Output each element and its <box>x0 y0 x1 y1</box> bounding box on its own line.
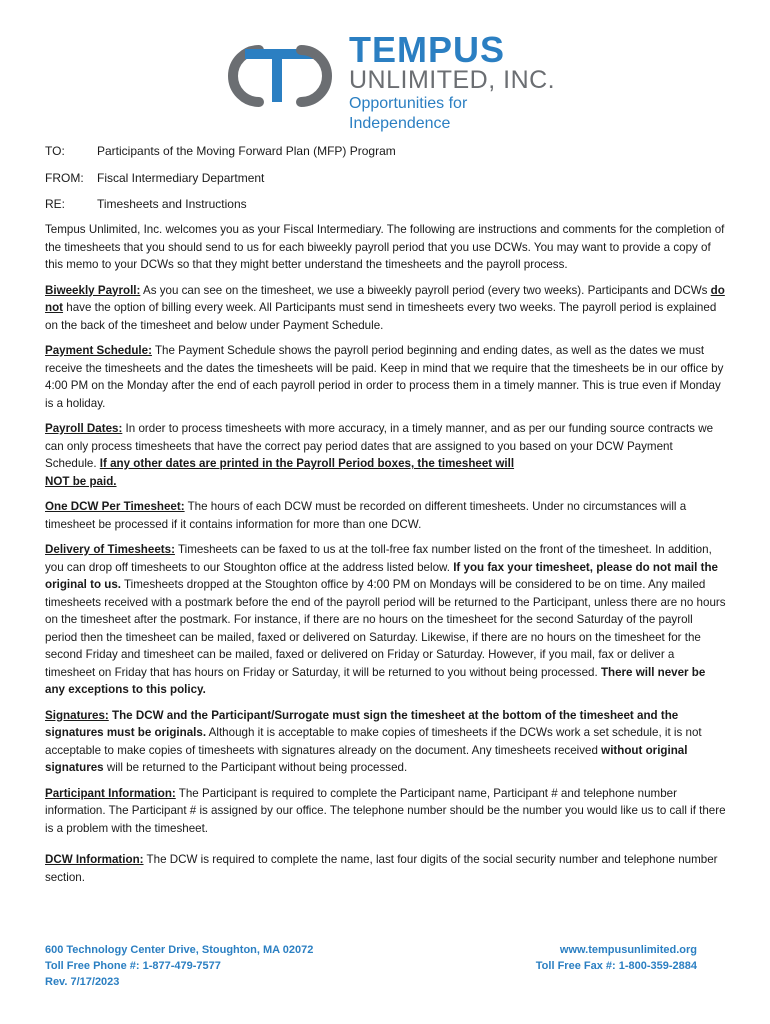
delivery-bold-2: There will never be any exceptions to this policy. <box>45 665 706 696</box>
onedcw-heading: One DCW Per Timesheet: <box>45 500 185 513</box>
dates-emphasis-1: If any other dates are printed in the Payroll Period boxes, the timesheet will <box>99 457 515 470</box>
footer-fax: Toll Free Fax #: 1-800-359-2884 <box>535 960 697 972</box>
delivery-heading: Delivery of Timesheets: <box>45 543 175 556</box>
dates-paragraph <box>45 420 727 490</box>
logo-tagline: Opportunities for Independence <box>349 95 468 132</box>
participant-text: The Participant is required to complete the Participant name, Participant # and telephone number information. The Participant # is assigned by our office. The telephone number should be the number you would like us to call if there is a problem with the timesheet. <box>45 786 726 835</box>
payment-paragraph <box>45 342 727 412</box>
logo-name: TEMPUS <box>349 29 506 70</box>
delivery-bold-1: If you fax your timesheet, please do not mail the original to us. <box>45 560 718 591</box>
footer-address: 600 Technology Center Drive, Stoughton, MA 02072 <box>45 944 314 956</box>
footer-revision: Rev. 7/17/2023 <box>45 976 120 988</box>
delivery-paragraph <box>45 541 727 699</box>
footer-right <box>536 942 697 974</box>
company-logo <box>215 29 560 132</box>
biweekly-text-1: As you can see on the timesheet, we use a biweekly payroll period (every two weeks). Participants and DCWs <box>140 283 711 297</box>
onedcw-paragraph <box>45 498 727 533</box>
memo-from-value: Fiscal Intermediary Department <box>97 171 265 185</box>
payment-text: The Payment Schedule shows the payroll period beginning and ending dates, as well as the dates we must receive the timesheets and the dates the timesheets will be paid. Keep in mind that we require that the timesheets be in our office by 4:00 PM on the Monday after the end of each payroll period in order to process them in a timely manner. This is true even if Monday is a holiday. <box>45 344 724 410</box>
dates-heading: Payroll Dates: <box>45 422 123 435</box>
memo-re-line <box>45 196 247 212</box>
signatures-text-1: Although it is acceptable to make copies of timesheets if the DCWs work a set schedule, it is not acceptable to make copies of timesheets with signatures already on the document. Any timesheets received <box>45 726 702 757</box>
memo-from-label: FROM: <box>45 171 84 185</box>
biweekly-emphasis: do not <box>45 283 725 314</box>
footer-phone: Toll Free Phone #: 1-877-479-7577 <box>45 960 221 972</box>
dcwinfo-text: The DCW is required to complete the name, last four digits of the social security number and telephone number section. <box>45 853 718 884</box>
tempus-logo-mark-icon <box>215 36 345 116</box>
memo-to-line <box>45 143 396 159</box>
biweekly-heading: Biweekly Payroll: <box>45 283 141 297</box>
dates-text: In order to process timesheets with more accuracy, in a timely manner, and as per our funding source contracts we can only process timesheets that have the correct pay period dates that are assigned to you based on your DCW Payment Schedule. <box>45 422 714 470</box>
signatures-paragraph <box>45 707 727 777</box>
memo-re-label: RE: <box>45 197 66 211</box>
intro-paragraph: Tempus Unlimited, Inc. welcomes you as your Fiscal Intermediary. The following are instructions and comments for the completion of the timesheets that you should send to us for each biweekly payroll period that you use DCWs. You may want to provide a copy of this memo to your DCWs so that they might better understand the timesheets and the payroll process. <box>45 223 725 271</box>
delivery-text-2: Timesheets dropped at the Stoughton office by 4:00 PM on Mondays will be considered to be on time. Any mailed timesheets received with a postmark before the end of the payroll period will be returned to the Participant, unless there are no hours on the timesheet after the postmark. For instance, if there are no hours on the timesheet for the second Saturday of the payroll period then the timesheet can be mailed, faxed or delivered on Saturday. Likewise, if there are no hours on the timesheet for the second Friday and timesheet can be mailed, faxed or delivered on Friday or Saturday. However, if you mail, fax or deliver a timesheet on Friday that has hours on Friday or Saturday, it will be returned to you without being processed. <box>45 578 726 679</box>
logo-subname: UNLIMITED, INC. <box>349 66 556 94</box>
payment-heading: Payment Schedule: <box>45 344 152 357</box>
dates-emphasis-2: NOT be paid. <box>45 474 117 488</box>
signatures-text-2: will be returned to the Participant without being processed. <box>103 761 408 774</box>
signatures-bold-1: The DCW and the Participant/Surrogate must sign the timesheet at the bottom of the timesheet and the signatures must be originals. <box>45 708 679 739</box>
footer-website[interactable]: www.tempusunlimited.org <box>559 944 697 956</box>
memo-from-line <box>45 170 264 186</box>
memo-to-value: Participants of the Moving Forward Plan (MFP) Program <box>97 144 396 158</box>
biweekly-text-2: have the option of billing every week. All Participants must send in timesheets every two weeks. The payroll period is explained on the back of the timesheet and below under Payment Schedule. <box>45 301 717 332</box>
memo-to-label: TO: <box>45 144 65 158</box>
signatures-heading: Signatures: <box>45 708 109 722</box>
dcwinfo-paragraph <box>45 851 727 886</box>
delivery-text-1: Timesheets can be faxed to us at the toll-free fax number listed on the front of the timesheet. In addition, you can drop off timesheets to our Stoughton office at the address listed below. <box>45 543 712 574</box>
participant-heading: Participant Information: <box>45 786 176 800</box>
dcwinfo-heading: DCW Information: <box>45 853 144 866</box>
footer-left <box>45 942 313 990</box>
biweekly-paragraph <box>45 282 727 335</box>
participant-paragraph <box>45 785 727 838</box>
memo-body <box>45 221 727 894</box>
memo-re-value: Timesheets and Instructions <box>97 197 247 211</box>
signatures-bold-2: without original signatures <box>45 743 688 774</box>
onedcw-text: The hours of each DCW must be recorded on different timesheets. Under no circumstances will a timesheet be processed if it contains information for more than one DCW. <box>45 500 687 531</box>
